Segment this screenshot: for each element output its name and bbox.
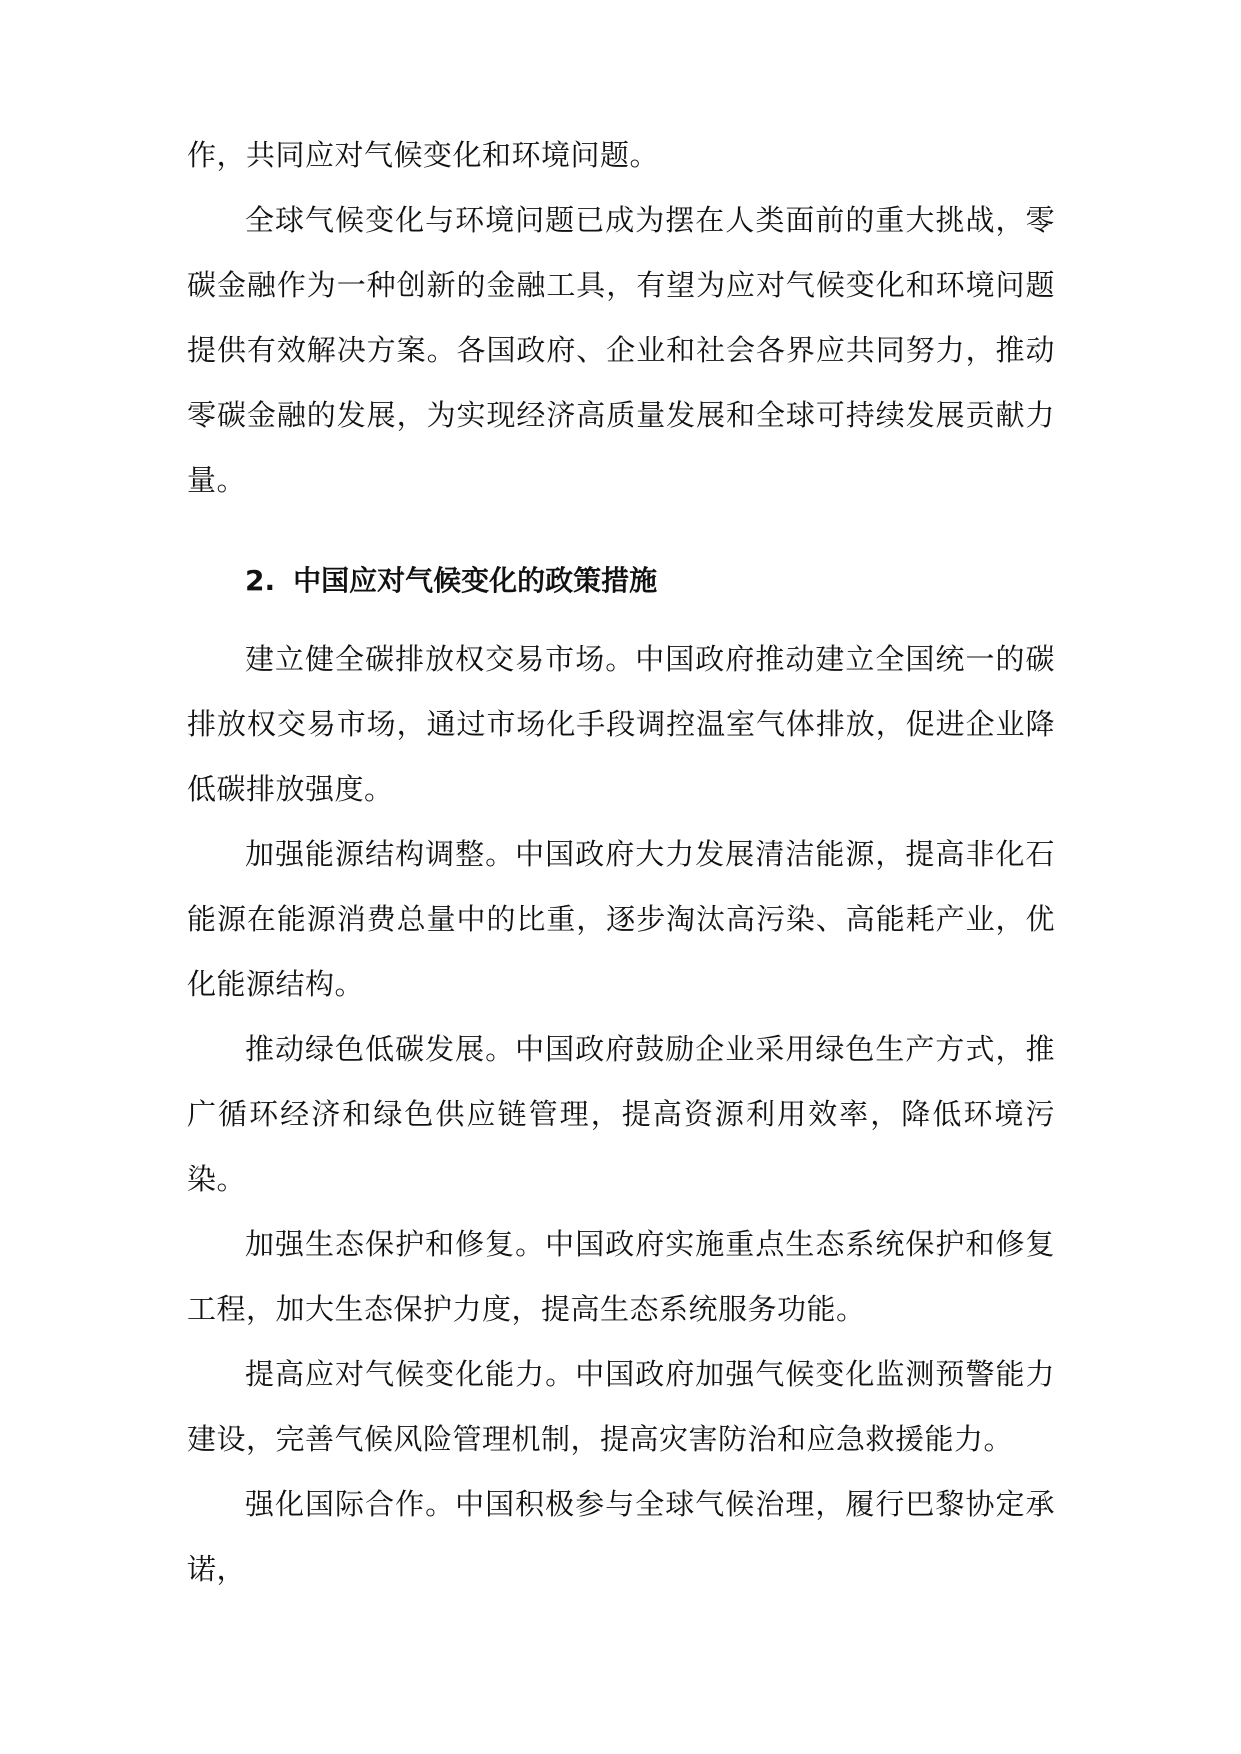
policy-paragraph-climate-capacity: 提高应对气候变化能力。中国政府加强气候变化监测预警能力建设，完善气候风险管理机制，提高灾害防治和应急救援能力。 — [187, 1357, 1055, 1456]
continuation-paragraph: 作，共同应对气候变化和环境问题。 — [187, 138, 660, 172]
policy-paragraph-green-development: 推动绿色低碳发展。中国政府鼓励企业采用绿色生产方式，推广循环经济和绿色供应链管理，提高资源利用效率，降低环境污染。 — [187, 1032, 1055, 1196]
policy-paragraph-carbon-market: 建立健全碳排放权交易市场。中国政府推动建立全国统一的碳排放权交易市场，通过市场化手段调控温室气体排放，促进企业降低碳排放强度。 — [187, 642, 1055, 806]
policy-paragraph-international: 强化国际合作。中国积极参与全球气候治理，履行巴黎协定承诺， — [187, 1487, 1055, 1586]
policy-paragraph-ecology: 加强生态保护和修复。中国政府实施重点生态系统保护和修复工程，加大生态保护力度，提高生态系统服务功能。 — [187, 1227, 1055, 1326]
policy-paragraph-energy-structure: 加强能源结构调整。中国政府大力发展清洁能源，提高非化石能源在能源消费总量中的比重，逐步淘汰高污染、高能耗产业，优化能源结构。 — [187, 837, 1055, 1001]
section-title: 中国应对气候变化的政策措施 — [293, 564, 658, 597]
section-heading — [245, 556, 657, 606]
top-text-block — [187, 123, 1055, 513]
section-number: 2. — [245, 564, 276, 597]
policy-text-block — [187, 627, 1055, 1602]
intro-paragraph: 全球气候变化与环境问题已成为摆在人类面前的重大挑战，零碳金融作为一种创新的金融工具，有望为应对气候变化和环境问题提供有效解决方案。各国政府、企业和社会各界应共同努力，推动零碳金融的发展，为实现经济高质量发展和全球可持续发展贡献力量。 — [187, 203, 1055, 497]
